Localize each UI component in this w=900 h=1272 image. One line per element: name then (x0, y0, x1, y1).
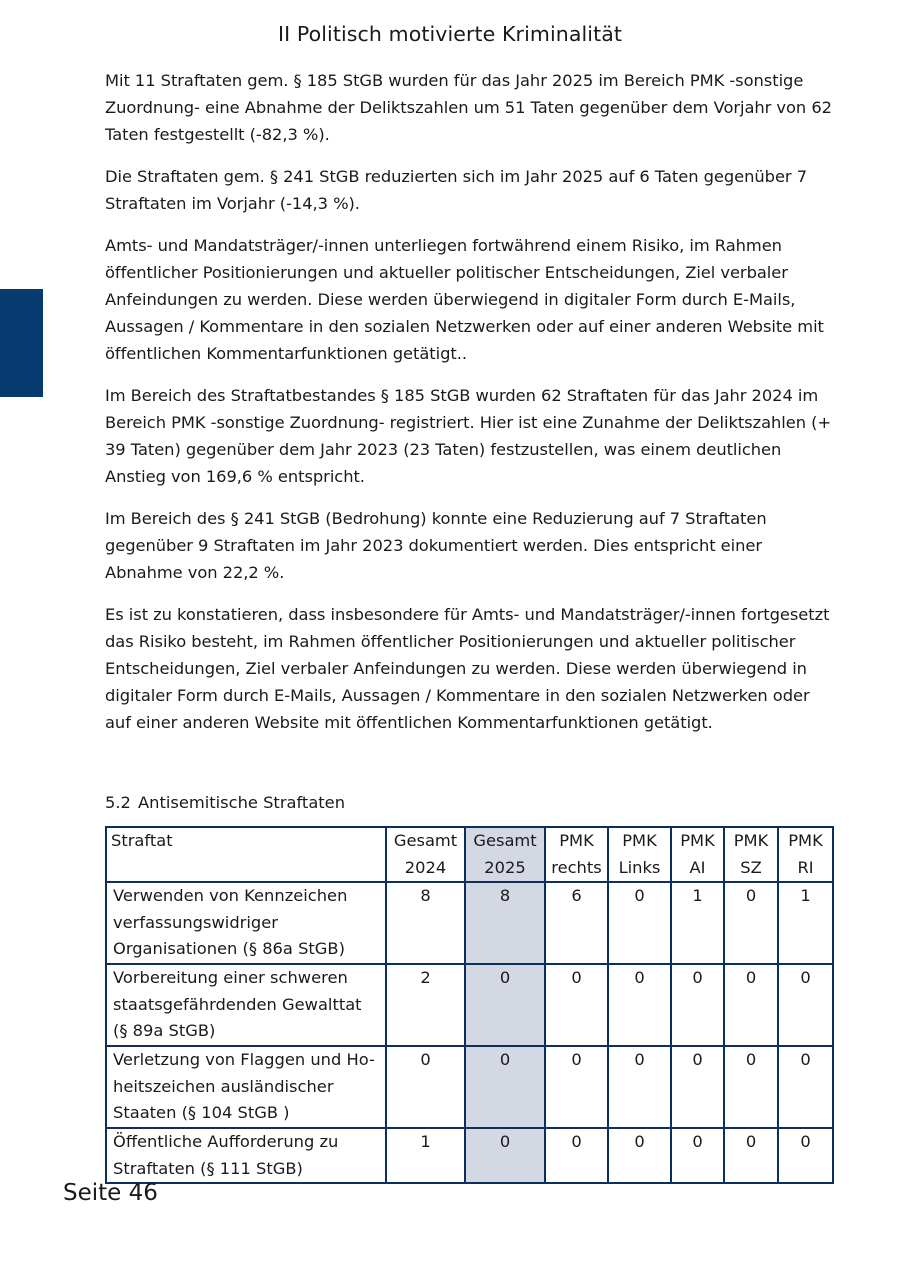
table-cell: 0 (386, 1046, 465, 1128)
table-cell: 0 (724, 1128, 778, 1183)
column-header: PMK Links (608, 827, 671, 882)
table-cell: 0 (671, 964, 724, 1046)
section-title: Antisemitische Straftaten (138, 793, 346, 812)
section-heading (105, 789, 345, 816)
table-cell: 0 (465, 1128, 545, 1183)
table-row (106, 964, 833, 1046)
table-cell: 1 (386, 1128, 465, 1183)
table-cell: 0 (545, 1128, 608, 1183)
table-cell: 0 (465, 964, 545, 1046)
table-cell: 2 (386, 964, 465, 1046)
column-header: PMK rechts (545, 827, 608, 882)
row-label: Verletzung von Flaggen und Ho- heitszeichen ausländischer Staaten (§ 104 StGB ) (106, 1046, 386, 1128)
table-cell: 1 (778, 882, 833, 964)
table-cell: 0 (778, 1128, 833, 1183)
table-cell: 0 (671, 1128, 724, 1183)
table-cell: 0 (724, 964, 778, 1046)
table-cell: 0 (465, 1046, 545, 1128)
table-cell: 0 (671, 1046, 724, 1128)
table-cell: 8 (465, 882, 545, 964)
body-text (105, 67, 840, 751)
table-cell: 0 (608, 1046, 671, 1128)
paragraph: Im Bereich des Straftatbestandes § 185 StGB wurden 62 Straftaten für das Jahr 2024 im Bereich PMK -sonstige Zuordnung- registriert. Hier ist eine Zunahme der Deliktszahlen (+ 39 Taten) gegenüber dem Jahr 2023 (23 Taten) festzustellen, was einem deutlichen Anstieg von 169,6 % entspricht. (105, 386, 832, 486)
chapter-side-tab (0, 289, 43, 397)
table-cell: 0 (608, 964, 671, 1046)
table-cell: 1 (671, 882, 724, 964)
table-row (106, 1046, 833, 1128)
table-cell: 0 (724, 882, 778, 964)
section-number: 5.2 (105, 793, 131, 812)
paragraph: Amts- und Mandatsträger/-innen unterliegen fortwährend einem Risiko, im Rahmen öffentlicher Positionierungen und aktueller politischer Entscheidungen, Ziel verbaler Anfeindungen zu werden. Diese werden überwiegend in digitaler Form durch E-Mails, Aussagen / Kommentare in den sozialen Netzwerken oder auf einer anderen Website mit öffentlichen Kommentarfunktionen getätigt.. (105, 236, 824, 363)
table-cell: 6 (545, 882, 608, 964)
column-header: PMK AI (671, 827, 724, 882)
paragraph: Es ist zu konstatieren, dass insbesondere für Amts- und Mandatsträger/-innen fortgesetzt das Risiko besteht, im Rahmen öffentlicher Positionierungen und aktueller politischer Entscheidungen, Ziel verbaler Anfeindungen zu werden. Diese werden überwiegend in digitaler Form durch E-Mails, Aussagen / Kommentare in den sozialen Netzwerken oder auf einer anderen Website mit öffentlichen Kommentarfunktionen getätigt. (105, 605, 830, 732)
table-cell: 8 (386, 882, 465, 964)
table-row (106, 882, 833, 964)
column-header: Gesamt 2024 (386, 827, 465, 882)
page-number: Seite 46 (63, 1180, 158, 1206)
table-cell: 0 (545, 1046, 608, 1128)
page-header-title: II Politisch motivierte Kriminalität (277, 22, 623, 46)
table-cell: 0 (724, 1046, 778, 1128)
table-cell: 0 (545, 964, 608, 1046)
table-cell: 0 (608, 1128, 671, 1183)
column-header: Gesamt 2025 (465, 827, 545, 882)
paragraph: Mit 11 Straftaten gem. § 185 StGB wurden für das Jahr 2025 im Bereich PMK -sonstige Zuordnung- eine Abnahme der Deliktszahlen um 51 Taten gegenüber dem Vorjahr von 62 Taten festgestellt (-82,3 %). (105, 71, 832, 144)
row-label: Vorbereitung einer schweren staatsgefährdenden Gewalttat (§ 89a StGB) (106, 964, 386, 1046)
table-header-row (106, 827, 833, 882)
column-header: Straftat (106, 827, 386, 882)
statistics-table (105, 826, 834, 1184)
table-row (106, 1128, 833, 1183)
table-cell: 0 (778, 1046, 833, 1128)
table-cell: 0 (778, 964, 833, 1046)
table-cell: 0 (608, 882, 671, 964)
paragraph: Im Bereich des § 241 StGB (Bedrohung) konnte eine Reduzierung auf 7 Straftaten gegenüber 9 Straftaten im Jahr 2023 dokumentiert werden. Dies entspricht einer Abnahme von 22,2 %. (105, 509, 767, 582)
column-header: PMK SZ (724, 827, 778, 882)
row-label: Verwenden von Kennzeichen verfassungswidriger Organisationen (§ 86a StGB) (106, 882, 386, 964)
paragraph: Die Straftaten gem. § 241 StGB reduzierten sich im Jahr 2025 auf 6 Taten gegenüber 7 Straftaten im Vorjahr (-14,3 %). (105, 167, 807, 213)
row-label: Öffentliche Aufforderung zu Straftaten (§ 111 StGB) (106, 1128, 386, 1183)
column-header: PMK RI (778, 827, 833, 882)
